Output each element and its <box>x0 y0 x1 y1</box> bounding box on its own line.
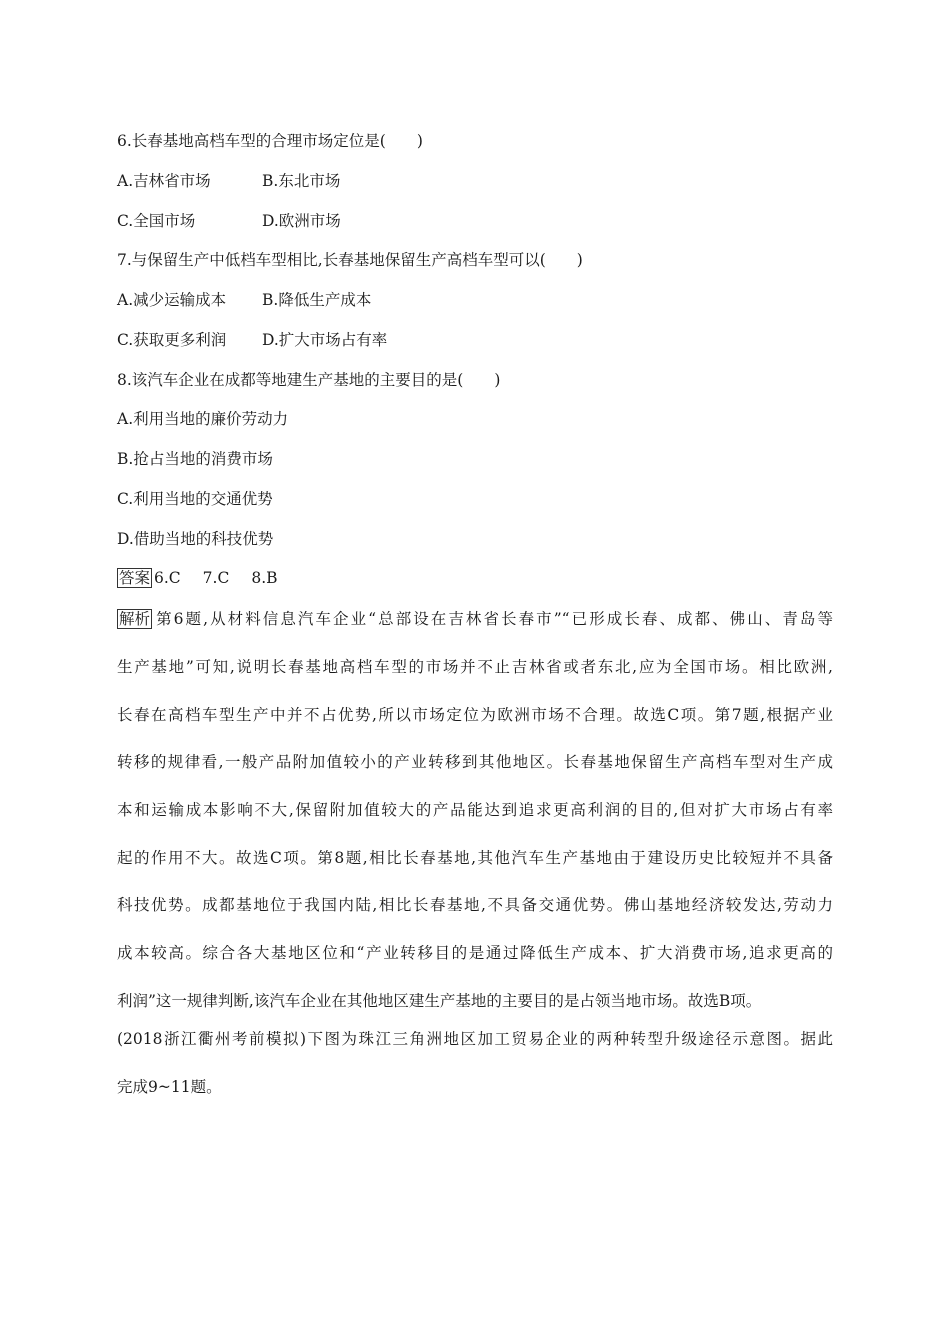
analysis-line-8: 成本较高。综合各大基地区位和“产业转移目的是通过降低生产成本、扩大消费市场,追求更高的 <box>117 944 833 962</box>
analysis-line-1 <box>117 609 833 629</box>
analysis-line-2: 生产基地”可知,说明长春基地高档车型的市场并不止吉林省或者东北,应为全国市场。相比欧洲, <box>117 658 833 676</box>
analysis-line-6: 起的作用不大。故选C项。第8题,相比长春基地,其他汽车生产基地由于建设历史比较短并不具备 <box>117 849 833 867</box>
question-6-option-d: D.欧洲市场 <box>262 212 341 230</box>
question-7-option-c: C.获取更多利润 <box>117 331 227 349</box>
question-8-option-b: B.抢占当地的消费市场 <box>117 450 273 468</box>
question-7-stem: 7.与保留生产中低档车型相比,长春基地保留生产高档车型可以( ) <box>117 251 583 269</box>
analysis-line-3: 长春在高档车型生产中并不占优势,所以市场定位为欧洲市场不合理。故选C项。第7题,根据产业 <box>117 706 833 724</box>
question-7-option-b: B.降低生产成本 <box>262 291 372 309</box>
question-8-option-a: A.利用当地的廉价劳动力 <box>117 410 289 428</box>
analysis-line-7: 科技优势。成都基地位于我国内陆,相比长春基地,不具备交通优势。佛山基地经济较发达,劳动力 <box>117 896 833 914</box>
next-intro-line-2: 完成9~11题。 <box>117 1078 222 1096</box>
question-6-option-c: C.全国市场 <box>117 212 196 230</box>
answer-tag: 答案 <box>119 569 151 587</box>
analysis-line-4: 转移的规律看,一般产品附加值较小的产业转移到其他地区。长春基地保留生产高档车型对生产成 <box>117 753 833 771</box>
analysis-line-5: 本和运输成本影响不大,保留附加值较大的产品能达到追求更高利润的目的,但对扩大市场占有率 <box>117 801 833 819</box>
question-6-option-a: A.吉林省市场 <box>117 172 211 190</box>
question-8-option-c: C.利用当地的交通优势 <box>117 490 273 508</box>
question-7-option-d: D.扩大市场占有率 <box>262 331 388 349</box>
question-6-stem: 6.长春基地高档车型的合理市场定位是( ) <box>117 132 423 150</box>
question-8-stem: 8.该汽车企业在成都等地建生产基地的主要目的是( ) <box>117 371 501 389</box>
question-6-option-b: B.东北市场 <box>262 172 341 190</box>
analysis-text-1: 第6题,从材料信息汽车企业“总部设在吉林省长春市”“已形成长春、成都、佛山、青岛等 <box>154 610 833 628</box>
question-7-option-a: A.减少运输成本 <box>117 291 227 309</box>
answer-7: 7.C <box>202 569 230 587</box>
answer-8: 8.B <box>251 569 278 587</box>
analysis-line-9: 利润”这一规律判断,该汽车企业在其他地区建生产基地的主要目的是占领当地市场。故选B项。 <box>117 992 762 1010</box>
answer-6: 6.C <box>154 569 181 587</box>
question-8-option-d: D.借助当地的科技优势 <box>117 530 274 548</box>
answer-line <box>117 568 278 588</box>
analysis-tag: 解析 <box>119 610 151 628</box>
next-intro-line-1: (2018浙江衢州考前模拟)下图为珠江三角洲地区加工贸易企业的两种转型升级途径示意图。据此 <box>117 1030 833 1048</box>
